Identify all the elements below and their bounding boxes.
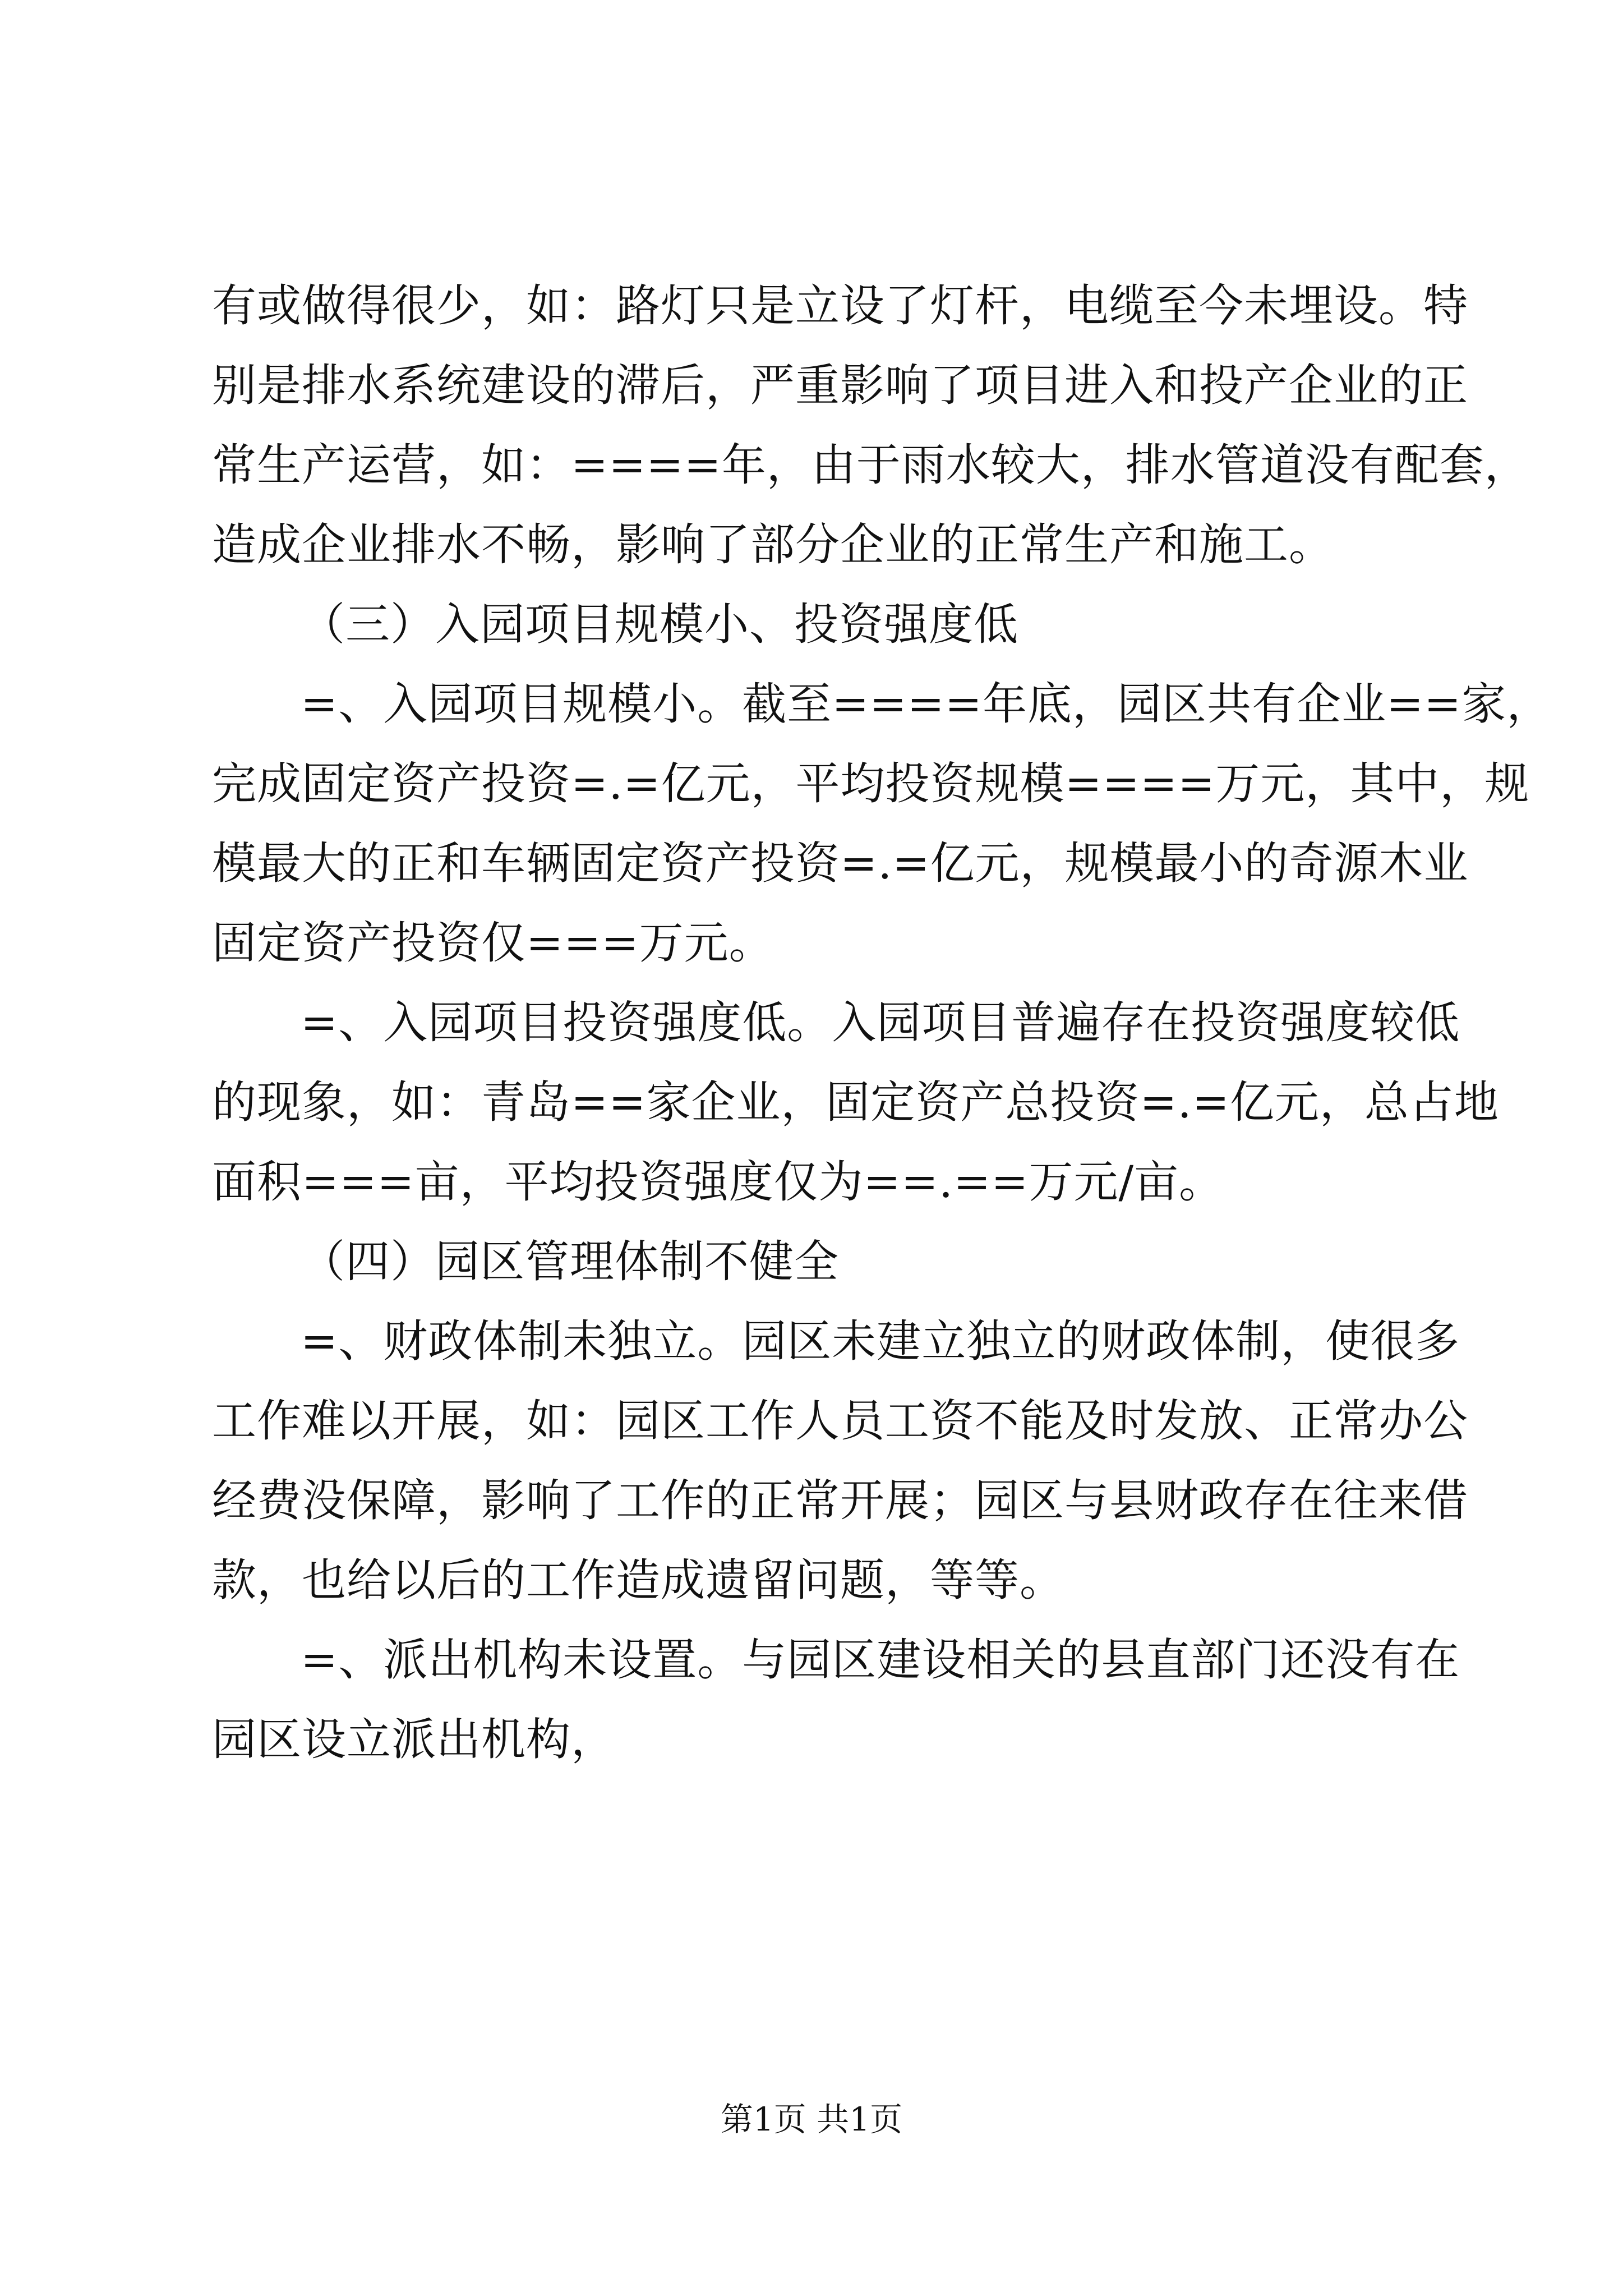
paragraph-line: 款，也给以后的工作造成遗留问题，等等。	[212, 1554, 1064, 1606]
paragraph-line: 造成企业排水不畅，影响了部分企业的正常生产和施工。	[212, 519, 1334, 570]
paragraph-line: =、派出机构未设置。与园区建设相关的县直部门还没有在	[301, 1634, 1460, 1686]
paragraph-line: 的现象，如：青岛==家企业，固定资产总投资=.=亿元，总占地	[212, 1076, 1499, 1128]
paragraph-line: =、入园项目投资强度低。入园项目普遍存在投资强度较低	[301, 997, 1460, 1048]
paragraph-line: 经费没保障，影响了工作的正常开展；园区与县财政存在往来借	[212, 1475, 1468, 1526]
paragraph-line: 模最大的正和车辆固定资产投资=.=亿元，规模最小的奇源木业	[212, 838, 1469, 889]
paragraph-line: 固定资产投资仅===万元。	[212, 917, 774, 969]
paragraph-line: 别是排水系统建设的滞后，严重影响了项目进入和投产企业的正	[212, 360, 1468, 411]
paragraph-line: 工作难以开展，如：园区工作人员工资不能及时发放、正常办公	[212, 1395, 1468, 1447]
paragraph-line: 完成固定资产投资=.=亿元，平均投资规模====万元，其中，规	[212, 758, 1530, 809]
paragraph-line: 有或做得很少，如：路灯只是立设了灯杆，电缆至今未埋设。特	[212, 280, 1468, 332]
section-heading: （三）入园项目规模小、投资强度低	[301, 599, 1018, 650]
paragraph-line: 常生产运营，如：====年，由于雨水较大，排水管道没有配套，	[212, 439, 1529, 491]
paragraph-line: 园区设立派出机构，	[212, 1714, 616, 1765]
paragraph-line: 面积===亩，平均投资强度仅为==.==万元/亩。	[212, 1156, 1224, 1208]
page-footer: 第1页 共1页	[720, 2100, 903, 2138]
paragraph-line: =、财政体制未独立。园区未建立独立的财政体制，使很多	[301, 1315, 1460, 1367]
paragraph-line: =、入园项目规模小。截至====年底，园区共有企业==家，	[301, 678, 1552, 730]
section-heading: （四）园区管理体制不健全	[301, 1236, 839, 1287]
